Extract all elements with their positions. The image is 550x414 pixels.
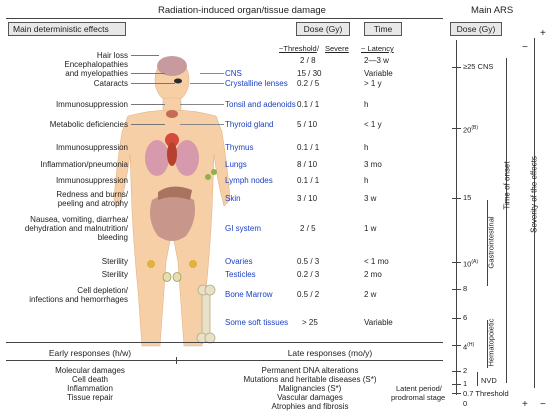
connector-line (200, 73, 224, 74)
time-skin: 3 w (364, 194, 377, 203)
severity-label: Severity of the effects (529, 156, 539, 233)
time-bone-marrow: 2 w (364, 290, 377, 299)
ars-title: Main ARS (471, 5, 514, 16)
bottom-plus: + (522, 399, 528, 410)
eye-icon (174, 79, 182, 84)
time-gi: 1 w (364, 224, 377, 233)
responses-timeline (6, 360, 443, 361)
effect-infections: infections and hemorrhages (29, 295, 128, 304)
dose-soft-tissues: > 25 (302, 318, 318, 327)
late-item-atrophies: Atrophies and fibrosis (271, 402, 349, 411)
ars-tick-6: 6 (463, 313, 468, 322)
axis-tick (452, 128, 461, 129)
footer-separator (6, 342, 443, 343)
effect-immunosuppression-lymph: Immunosuppression (55, 176, 128, 185)
time-hair-loss: 2—3 w (364, 56, 389, 65)
left-lung-icon (145, 140, 169, 176)
lymph-node-icon (205, 174, 211, 180)
connector-line (131, 104, 165, 105)
time-lymph: h (364, 176, 369, 185)
effect-myelopathies: and myelopathies (65, 69, 128, 78)
early-item-molecular: Molecular damages (55, 366, 125, 375)
dose-skin: 3 / 10 (297, 194, 318, 203)
lymph-node-icon (211, 169, 217, 175)
effect-encephalopathies: Encephalopathies (64, 60, 128, 69)
dose-ovaries: 0.5 / 3 (297, 257, 320, 266)
organ-thymus: Thymus (225, 143, 254, 152)
organ-tonsil-adenoids: Tonsil and adenoids (225, 100, 296, 109)
dose-lenses: 0.2 / 5 (297, 79, 320, 88)
dose-lungs: 8 / 10 (297, 160, 318, 169)
dose-thymus: 0.1 / 1 (297, 143, 320, 152)
organ-testicles: Testicles (225, 270, 256, 279)
title-underline (6, 18, 443, 19)
effect-dehydration: dehydration and malnutrition/ (24, 224, 128, 233)
heart-icon (167, 142, 177, 166)
gi-band-label: Gastrointestinal (486, 216, 496, 269)
dose-lymph: 0.1 / 1 (297, 176, 320, 185)
ovary-icon (189, 260, 197, 268)
dose-testicles: 0.2 / 3 (297, 270, 320, 279)
dose-thyroid: 5 / 10 (297, 120, 318, 129)
connector-line (190, 83, 224, 84)
timeline-divider (176, 357, 177, 364)
ars-tick-15: 15 (463, 193, 472, 202)
time-cns: Variable (364, 69, 393, 78)
time-tonsil: h (364, 100, 369, 109)
organ-cns: CNS (225, 69, 242, 78)
ars-tick-25: ≥25 CNS (463, 62, 494, 71)
connector-line (180, 104, 224, 105)
severe-label: Severe (325, 44, 349, 53)
ars-tick-20: $20^{(B)}$ (463, 125, 479, 135)
time-lungs: 3 mo (364, 160, 382, 169)
threshold-label: ~Threshold (279, 44, 317, 53)
dose-bone-marrow: 0.5 / 2 (297, 290, 320, 299)
axis-tick (452, 384, 461, 385)
late-item-mutations: Mutations and heritable diseases (S*) (243, 375, 377, 384)
time-header: Time (364, 22, 402, 36)
organ-crystalline-lenses: Crystalline lenses (225, 79, 288, 88)
ars-dose-axis (456, 40, 457, 395)
effect-bleeding: bleeding (97, 233, 128, 242)
early-item-tissue-repair: Tissue repair (67, 393, 113, 402)
effect-immunosuppression-thymus: Immunosuppression (55, 143, 128, 152)
bottom-minus: − (540, 399, 546, 410)
time-onset-label: Time of onset (502, 161, 512, 210)
time-soft-tissues: Variable (364, 318, 393, 327)
ars-tick-10: $10^{(A)}$ (463, 259, 479, 269)
ars-tick-0-7: 0.7 Threshold (463, 389, 509, 398)
ars-tick-2: 2 (463, 366, 468, 375)
axis-tick (452, 198, 461, 199)
axis-tick (452, 262, 461, 263)
axis-tick (452, 289, 461, 290)
connector-line (131, 124, 165, 125)
ars-tick-8: 8 (463, 284, 468, 293)
organ-ovaries: Ovaries (225, 257, 253, 266)
effect-nausea: Nausea, vomiting, diarrhea/ (30, 215, 128, 224)
axis-tick (452, 345, 461, 346)
dose-header: Dose (Gy) (296, 22, 350, 36)
late-item-dna: Permanent DNA alterations (261, 366, 359, 375)
threshold-slash: / (317, 44, 320, 53)
ars-tick-0: 0 (463, 399, 468, 408)
dose-cns: 15 / 30 (297, 69, 322, 78)
dose-tonsil: 0.1 / 1 (297, 100, 320, 109)
effect-sterility-ovaries: Sterility (101, 257, 128, 266)
organ-skin: Skin (225, 194, 241, 203)
severity-plus: + (540, 28, 546, 39)
effect-cell-depletion: Cell depletion/ (77, 286, 128, 295)
effect-metabolic-deficiencies: Metabolic deficiencies (49, 120, 128, 129)
effect-redness-burns: Redness and burns/ (56, 190, 128, 199)
organ-gi-system: GI system (225, 224, 262, 233)
time-ovaries: < 1 mo (364, 257, 389, 266)
time-testicles: 2 mo (364, 270, 382, 279)
connector-line (131, 73, 165, 74)
dose-hair-loss: 2 / 8 (300, 56, 316, 65)
effect-immunosuppression-tonsil: Immunosuppression (55, 100, 128, 109)
ars-dose-header: Dose (Gy) (450, 22, 502, 36)
latent-period-label: Latent period/ (396, 384, 442, 393)
time-lenses: > 1 y (364, 79, 382, 88)
time-thymus: h (364, 143, 369, 152)
axis-tick (452, 318, 461, 319)
thyroid-icon (166, 110, 178, 118)
nvd-band-bracket (477, 372, 478, 386)
prodromal-stage-label: prodromal stage (391, 393, 446, 402)
organ-soft-tissues: Some soft tissues (225, 318, 289, 327)
organ-lungs: Lungs (225, 160, 247, 169)
effect-sterility-testicles: Sterility (101, 270, 128, 279)
late-responses-title: Late responses (mo/y) (287, 348, 373, 358)
testicle-icon (163, 273, 171, 282)
connector-line (131, 55, 159, 56)
organ-bone-marrow: Bone Marrow (225, 290, 273, 299)
connector-line (131, 83, 175, 84)
early-item-inflammation: Inflammation (67, 384, 113, 393)
late-item-malignancies: Malignancies (S*) (278, 384, 342, 393)
effect-peeling-atrophy: peeling and atrophy (57, 199, 128, 208)
early-item-cell-death: Cell death (71, 375, 109, 384)
hematopoietic-band-label: Hematopoietic (486, 318, 496, 367)
effect-inflammation-pneumonia: Inflammation/pneumonia (40, 160, 128, 169)
time-thyroid: < 1 y (364, 120, 382, 129)
diagram-title: Radiation-induced organ/tissue damage (158, 5, 326, 16)
organ-lymph-nodes: Lymph nodes (225, 176, 273, 185)
ars-tick-1: 1 (463, 379, 468, 388)
axis-tick (452, 393, 461, 394)
axis-tick (452, 67, 461, 68)
ars-tick-4: $4^{(H)}$ (463, 342, 475, 352)
latency-label: ~ Latency (361, 44, 394, 53)
effects-header: Main deterministic effects (8, 22, 126, 36)
connector-line (180, 124, 224, 125)
organ-thyroid-gland: Thyroid gland (225, 120, 274, 129)
early-responses-title: Early responses (h/w) (48, 348, 132, 358)
dose-gi: 2 / 5 (300, 224, 316, 233)
severity-minus: − (522, 42, 528, 53)
effect-hair-loss: Hair loss (96, 51, 128, 60)
late-item-vascular: Vascular damages (277, 393, 343, 402)
ovary-icon (147, 260, 155, 268)
testicle-icon (173, 273, 181, 282)
effect-cataracts: Cataracts (93, 79, 128, 88)
nvd-band-label: NVD (481, 376, 497, 385)
axis-tick (452, 371, 461, 372)
right-lung-icon (175, 140, 199, 176)
